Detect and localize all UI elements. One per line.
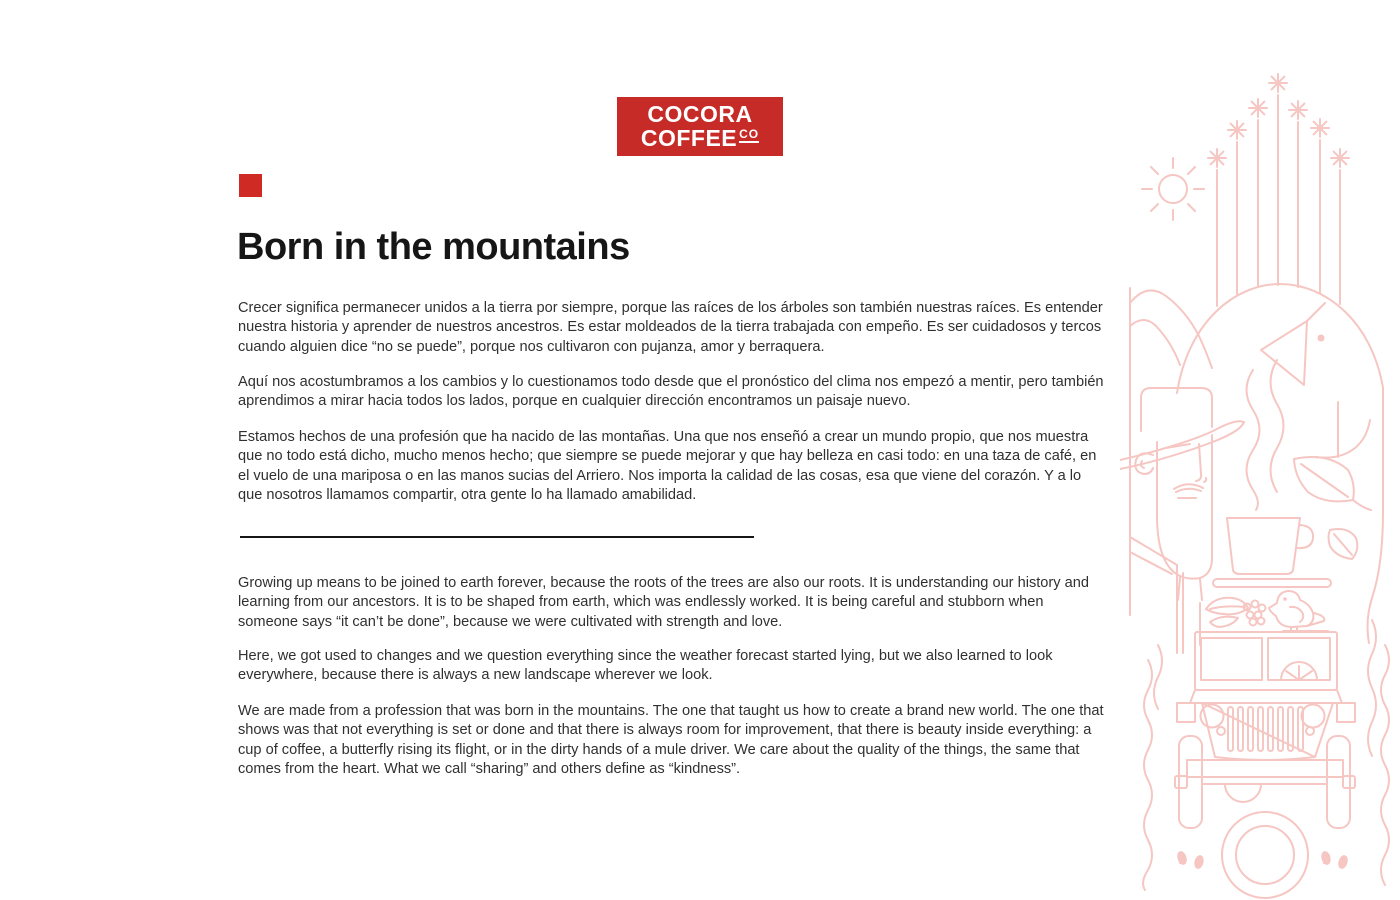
parrot (1177, 284, 1383, 643)
spanish-paragraph-3: Estamos hechos de una profesión que ha nacido de las montañas. Una que nos enseñó a crear un mundo propio, que nos muestra que no todo está dicho, mucho menos hecho; que siempre se puede mejorar y que hay belleza en casi todo: en una taza de café, en el vuelo de una mariposa o en las manos sucias del Arriero. Nos importa la calidad de las cosas, esa que viene del corazón. Y a lo que nosotros llamamos compartir, otra gente lo ha llamado amabilidad. (238, 429, 1097, 504)
accent-square (239, 174, 262, 197)
logo-line1: COCORA (647, 101, 753, 128)
english-paragraph-2: Here, we got used to changes and we question everything since the weather forecast started lying, but we also learned to look everywhere, because there is always a new landscape wherever we look. (238, 648, 1053, 684)
english-paragraph-3: We are made from a profession that was born in the mountains. The one that taught us how to create a brand new world. The one that shows was that not everything is set or done and that there is always room for improvement, that there is beauty inside everything: a cup of coffee, a butterfly rising its flight, or in the dirty hands of a mule driver. We care about the quality of the things, the same that comes from the heart. What we call “sharing” and others define as “kindness”. (238, 703, 1104, 778)
wax-palm-trees (1208, 74, 1349, 306)
spare-tire (1222, 812, 1308, 898)
coffee-culture-illustration (1120, 60, 1400, 900)
coffee-berries (1206, 598, 1266, 627)
willys-jeep (1175, 632, 1355, 828)
spanish-paragraph-2: Aquí nos acostumbramos a los cambios y lo cuestionamos todo desde que el pronóstico del clima nos empezó a mentir, pero también aprendimos a mirar hacia todos los lados, porque en cualquier dirección encontramos un paisaje nuevo. (238, 374, 1104, 410)
leaf-icons (1294, 457, 1371, 559)
coffee-beans (1176, 850, 1350, 870)
farmer-with-hat (1120, 388, 1244, 653)
steam-lines (1247, 360, 1284, 510)
spanish-paragraph-1: Crecer significa permanecer unidos a la tierra por siempre, porque las raíces de los árboles son también nuestras raíces. Es entender nuestra historia y aprender de nuestros ancestros. Es estar moldeados de la tierra trabajada con empeño. Es ser cuidadosos y tercos cuando alguien dice “no se puede”, porque nos cultivaron con pujanza, amor y berraquera. (238, 300, 1103, 355)
logo-line2: COFFEE (640, 124, 738, 151)
sun-icon (1142, 158, 1204, 220)
coffee-cup (1213, 518, 1331, 587)
divider (240, 536, 754, 538)
small-bird (1269, 591, 1328, 631)
page-title: Born in the mountains (237, 226, 630, 268)
logo-suffix: CO (739, 128, 759, 143)
brand-logo[interactable] (617, 97, 783, 156)
english-paragraph-1: Growing up means to be joined to earth forever, because the roots of the trees are also our roots. It is understanding our history and learning from our ancestors. It is to be shaped from earth, which was endlessly worked. It is being careful and stubborn when someone says “it can’t be done”, because we were cultivated with strength and love. (238, 575, 1089, 630)
